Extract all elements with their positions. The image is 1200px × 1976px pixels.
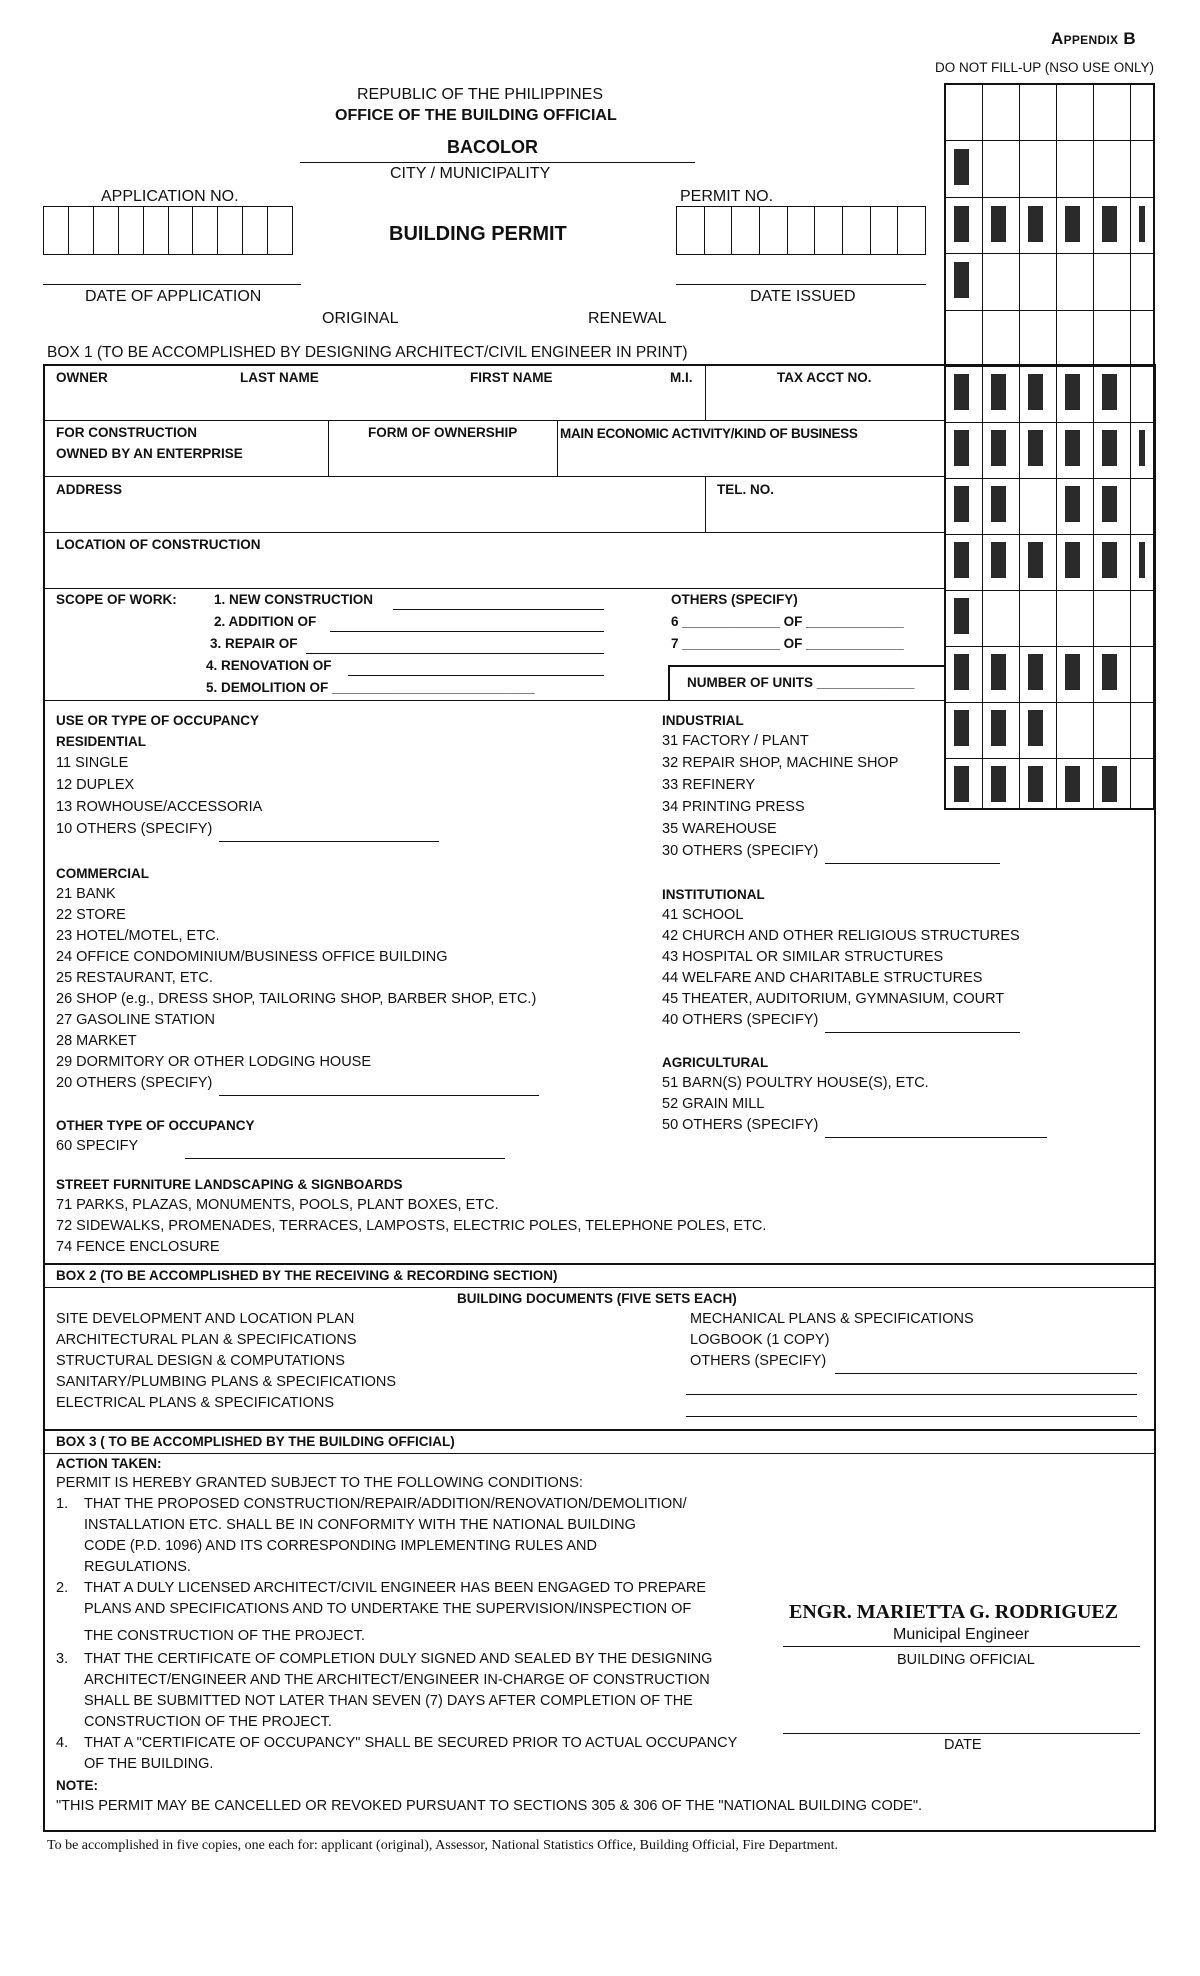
cell-divider [705, 476, 706, 532]
nso-note: DO NOT FILL-UP (NSO USE ONLY) [935, 60, 1155, 75]
document-item: STRUCTURAL DESIGN & COMPUTATIONS [56, 1353, 345, 1369]
row-line [43, 420, 944, 421]
condition-line: ARCHITECT/ENGINEER AND THE ARCHITECT/ENGINEER IN-CHARGE OF CONSTRUCTION [84, 1672, 710, 1688]
document-item: SITE DEVELOPMENT AND LOCATION PLAN [56, 1311, 355, 1327]
fill-line [393, 609, 604, 610]
occupancy-item: 10 OTHERS (SPECIFY) [56, 821, 213, 837]
box3-top-line [43, 1429, 1156, 1431]
occupancy-item: 45 THEATER, AUDITORIUM, GYMNASIUM, COURT [662, 991, 1005, 1007]
condition-number: 4. [56, 1735, 69, 1751]
commercial-title: COMMERCIAL [56, 866, 149, 881]
row-line [43, 700, 946, 701]
occupancy-item: 22 STORE [56, 907, 126, 923]
nso-mark [954, 149, 969, 185]
condition-line: PLANS AND SPECIFICATIONS AND TO UNDERTAKE THE SUPERVISION/INSPECTION OF [84, 1601, 692, 1617]
occupancy-item: 20 OTHERS (SPECIFY) [56, 1075, 213, 1091]
first-name-label: FIRST NAME [470, 370, 553, 385]
fill-line [219, 841, 439, 842]
main-activity-label: MAIN ECONOMIC ACTIVITY/KIND OF BUSINESS [560, 426, 858, 441]
office-label: OFFICE OF THE BUILDING OFFICIAL [335, 107, 617, 124]
appendix-label: Appendix B [1051, 29, 1136, 48]
fill-line [686, 1416, 1137, 1417]
date-of-application-label: DATE OF APPLICATION [85, 288, 262, 305]
date-issued-label: DATE ISSUED [750, 288, 856, 305]
occupancy-item: 23 HOTEL/MOTEL, ETC. [56, 928, 220, 944]
condition-line: THAT THE PROPOSED CONSTRUCTION/REPAIR/ADDITION/RENOVATION/DEMOLITION/ [84, 1496, 687, 1512]
occupancy-item: 52 GRAIN MILL [662, 1096, 765, 1112]
occupancy-heading: USE OR TYPE OF OCCUPANCY [56, 713, 260, 728]
occupancy-item: 25 RESTAURANT, ETC. [56, 970, 213, 986]
condition-line: OF THE BUILDING. [84, 1756, 214, 1772]
date-line [783, 1733, 1140, 1734]
cell-divider [328, 420, 329, 476]
mi-label: M.I. [670, 370, 693, 385]
fill-line [825, 863, 1000, 864]
renewal-label: RENEWAL [588, 310, 667, 327]
box3-title: BOX 3 ( TO BE ACCOMPLISHED BY THE BUILDING OFFICIAL) [56, 1434, 455, 1449]
others-6-line: 6 _____________ OF _____________ [671, 614, 904, 629]
condition-number: 3. [56, 1651, 69, 1667]
others-7-line: 7 _____________ OF _____________ [671, 636, 904, 651]
condition-line: THAT A "CERTIFICATE OF OCCUPANCY" SHALL BE SECURED PRIOR TO ACTUAL OCCUPANCY [84, 1735, 738, 1751]
note-label: NOTE: [56, 1778, 98, 1793]
occupancy-item: 12 DUPLEX [56, 777, 135, 793]
last-name-label: LAST NAME [240, 370, 319, 385]
occupancy-item: 28 MARKET [56, 1033, 137, 1049]
footer-note: To be accomplished in five copies, one each for: applicant (original), Assessor, National Statistics Office, Building Official, Fire Department. [47, 1838, 839, 1853]
fill-line [686, 1394, 1137, 1395]
condition-line: CONSTRUCTION OF THE PROJECT. [84, 1714, 332, 1730]
permit-granted-text: PERMIT IS HEREBY GRANTED SUBJECT TO THE FOLLOWING CONDITIONS: [56, 1475, 583, 1491]
scope-item: 3. REPAIR OF [210, 636, 298, 651]
municipality-line [300, 162, 695, 163]
occupancy-item: 32 REPAIR SHOP, MACHINE SHOP [662, 755, 899, 771]
municipality-name: BACOLOR [447, 137, 538, 157]
date-application-line [43, 284, 301, 285]
fill-line [825, 1032, 1020, 1033]
box2-title: BOX 2 (TO BE ACCOMPLISHED BY THE RECEIVING & RECORDING SECTION) [56, 1268, 558, 1283]
residential-title: RESIDENTIAL [56, 734, 147, 749]
owned-enterprise-label: OWNED BY AN ENTERPRISE [56, 446, 243, 461]
form-of-ownership-label: FORM OF OWNERSHIP [368, 425, 518, 440]
application-no-boxes[interactable] [43, 206, 293, 255]
condition-line: THE CONSTRUCTION OF THE PROJECT. [84, 1628, 365, 1644]
fill-line [825, 1137, 1047, 1138]
occupancy-item: 11 SINGLE [56, 755, 129, 771]
nso-mark [1065, 206, 1080, 242]
occupancy-item: 30 OTHERS (SPECIFY) [662, 843, 819, 859]
owner-label: OWNER [56, 370, 108, 385]
page-title: BUILDING PERMIT [389, 223, 567, 245]
occupancy-item: 31 FACTORY / PLANT [662, 733, 809, 749]
occupancy-item: 50 OTHERS (SPECIFY) [662, 1117, 819, 1133]
agricultural-title: AGRICULTURAL [662, 1055, 769, 1070]
location-label: LOCATION OF CONSTRUCTION [56, 537, 261, 552]
box3-sub-line [43, 1453, 1156, 1454]
document-item: LOGBOOK (1 COPY) [690, 1332, 830, 1348]
scope-item: 1. NEW CONSTRUCTION [214, 592, 374, 607]
street-furniture-title: STREET FURNITURE LANDSCAPING & SIGNBOARDS [56, 1177, 403, 1192]
row-line [43, 476, 944, 477]
city-municipality-label: CITY / MUNICIPALITY [390, 165, 551, 182]
nso-mark [1102, 206, 1117, 242]
box2-sub-line [43, 1287, 1156, 1288]
permit-no-label: PERMIT NO. [680, 188, 774, 205]
industrial-title: INDUSTRIAL [662, 713, 744, 728]
date-label: DATE [944, 1737, 982, 1753]
condition-line: SHALL BE SUBMITTED NOT LATER THAN SEVEN (7) DAYS AFTER COMPLETION OF THE [84, 1693, 693, 1709]
occupancy-item: 43 HOSPITAL OR SIMILAR STRUCTURES [662, 949, 944, 965]
occupancy-item: 40 OTHERS (SPECIFY) [662, 1012, 819, 1028]
scope-item: 5. DEMOLITION OF ___________________________ [206, 680, 535, 695]
condition-line: THAT A DULY LICENSED ARCHITECT/CIVIL ENGINEER HAS BEEN ENGAGED TO PREPARE [84, 1580, 707, 1596]
occupancy-item: 35 WAREHOUSE [662, 821, 777, 837]
republic-label: REPUBLIC OF THE PHILIPPINES [357, 86, 603, 103]
fill-line [219, 1095, 539, 1096]
occupancy-item: 24 OFFICE CONDOMINIUM/BUSINESS OFFICE BUILDING [56, 949, 448, 965]
occupancy-item: 74 FENCE ENCLOSURE [56, 1239, 220, 1255]
building-docs-title: BUILDING DOCUMENTS (FIVE SETS EACH) [457, 1291, 737, 1306]
box1-title: BOX 1 (TO BE ACCOMPLISHED BY DESIGNING ARCHITECT/CIVIL ENGINEER IN PRINT) [47, 344, 688, 361]
row-line [43, 588, 944, 589]
document-item: ELECTRICAL PLANS & SPECIFICATIONS [56, 1395, 334, 1411]
document-item: SANITARY/PLUMBING PLANS & SPECIFICATIONS [56, 1374, 397, 1390]
official-role: BUILDING OFFICIAL [897, 1652, 1035, 1668]
permit-no-boxes[interactable] [676, 206, 926, 255]
cell-divider [557, 420, 558, 476]
occupancy-item: 51 BARN(S) POULTRY HOUSE(S), ETC. [662, 1075, 929, 1091]
fill-line [835, 1373, 1137, 1374]
official-name: ENGR. MARIETTA G. RODRIGUEZ [789, 1601, 1119, 1623]
original-label: ORIGINAL [322, 310, 399, 327]
note-text: "THIS PERMIT MAY BE CANCELLED OR REVOKED PURSUANT TO SECTIONS 305 & 306 OF THE "NATIONAL BUILDING CODE". [56, 1798, 923, 1814]
box2-top-line [43, 1263, 1156, 1265]
other-occupancy-title: OTHER TYPE OF OCCUPANCY [56, 1118, 255, 1133]
address-label: ADDRESS [56, 482, 123, 497]
official-title: Municipal Engineer [893, 1626, 1030, 1643]
condition-number: 1. [56, 1496, 69, 1512]
fill-line [185, 1158, 505, 1159]
occupancy-item: 72 SIDEWALKS, PROMENADES, TERRACES, LAMPOSTS, ELECTRIC POLES, TELEPHONE POLES, ETC. [56, 1218, 767, 1234]
condition-number: 2. [56, 1580, 69, 1596]
cell-divider [705, 364, 706, 420]
date-issued-line [676, 284, 926, 285]
scope-item: 2. ADDITION OF [214, 614, 317, 629]
fill-line [330, 631, 604, 632]
occupancy-item: 42 CHURCH AND OTHER RELIGIOUS STRUCTURES [662, 928, 1020, 944]
row-line [43, 532, 944, 533]
occupancy-item: 44 WELFARE AND CHARITABLE STRUCTURES [662, 970, 983, 986]
occupancy-item: 13 ROWHOUSE/ACCESSORIA [56, 799, 263, 815]
occupancy-item: 33 REFINERY [662, 777, 756, 793]
nso-mark [954, 206, 969, 242]
occupancy-item: 26 SHOP (e.g., DRESS SHOP, TAILORING SHOP, BARBER SHOP, ETC.) [56, 991, 537, 1007]
others-specify-label: OTHERS (SPECIFY) [671, 592, 798, 607]
condition-line: REGULATIONS. [84, 1559, 191, 1575]
number-of-units-label: NUMBER OF UNITS _____________ [687, 675, 915, 690]
nso-mark [1028, 206, 1043, 242]
occupancy-item: 41 SCHOOL [662, 907, 744, 923]
for-construction-label: FOR CONSTRUCTION [56, 425, 197, 440]
scope-item: 4. RENOVATION OF [206, 658, 332, 673]
occupancy-item: 27 GASOLINE STATION [56, 1012, 216, 1028]
document-item: MECHANICAL PLANS & SPECIFICATIONS [690, 1311, 974, 1327]
condition-line: INSTALLATION ETC. SHALL BE IN CONFORMITY WITH THE NATIONAL BUILDING [84, 1517, 636, 1533]
occupancy-item: 21 BANK [56, 886, 116, 902]
fill-line [306, 653, 604, 654]
signature-line [783, 1646, 1140, 1647]
document-item: ARCHITECTURAL PLAN & SPECIFICATIONS [56, 1332, 357, 1348]
nso-mark [991, 206, 1006, 242]
occupancy-item: 60 SPECIFY [56, 1138, 139, 1154]
tax-acct-label: TAX ACCT NO. [777, 370, 872, 385]
application-no-label: APPLICATION NO. [101, 188, 239, 205]
tel-no-label: TEL. NO. [717, 482, 774, 497]
occupancy-item: 29 DORMITORY OR OTHER LODGING HOUSE [56, 1054, 372, 1070]
nso-mark [954, 262, 969, 298]
fill-line [348, 675, 604, 676]
occupancy-item: 34 PRINTING PRESS [662, 799, 805, 815]
scope-label: SCOPE OF WORK: [56, 592, 177, 607]
condition-line: CODE (P.D. 1096) AND ITS CORRESPONDING IMPLEMENTING RULES AND [84, 1538, 597, 1554]
condition-line: THAT THE CERTIFICATE OF COMPLETION DULY SIGNED AND SEALED BY THE DESIGNING [84, 1651, 713, 1667]
occupancy-item: 71 PARKS, PLAZAS, MONUMENTS, POOLS, PLANT BOXES, ETC. [56, 1197, 499, 1213]
action-taken-label: ACTION TAKEN: [56, 1456, 162, 1471]
institutional-title: INSTITUTIONAL [662, 887, 765, 902]
nso-mark [1139, 206, 1145, 242]
document-item: OTHERS (SPECIFY) [690, 1353, 827, 1369]
